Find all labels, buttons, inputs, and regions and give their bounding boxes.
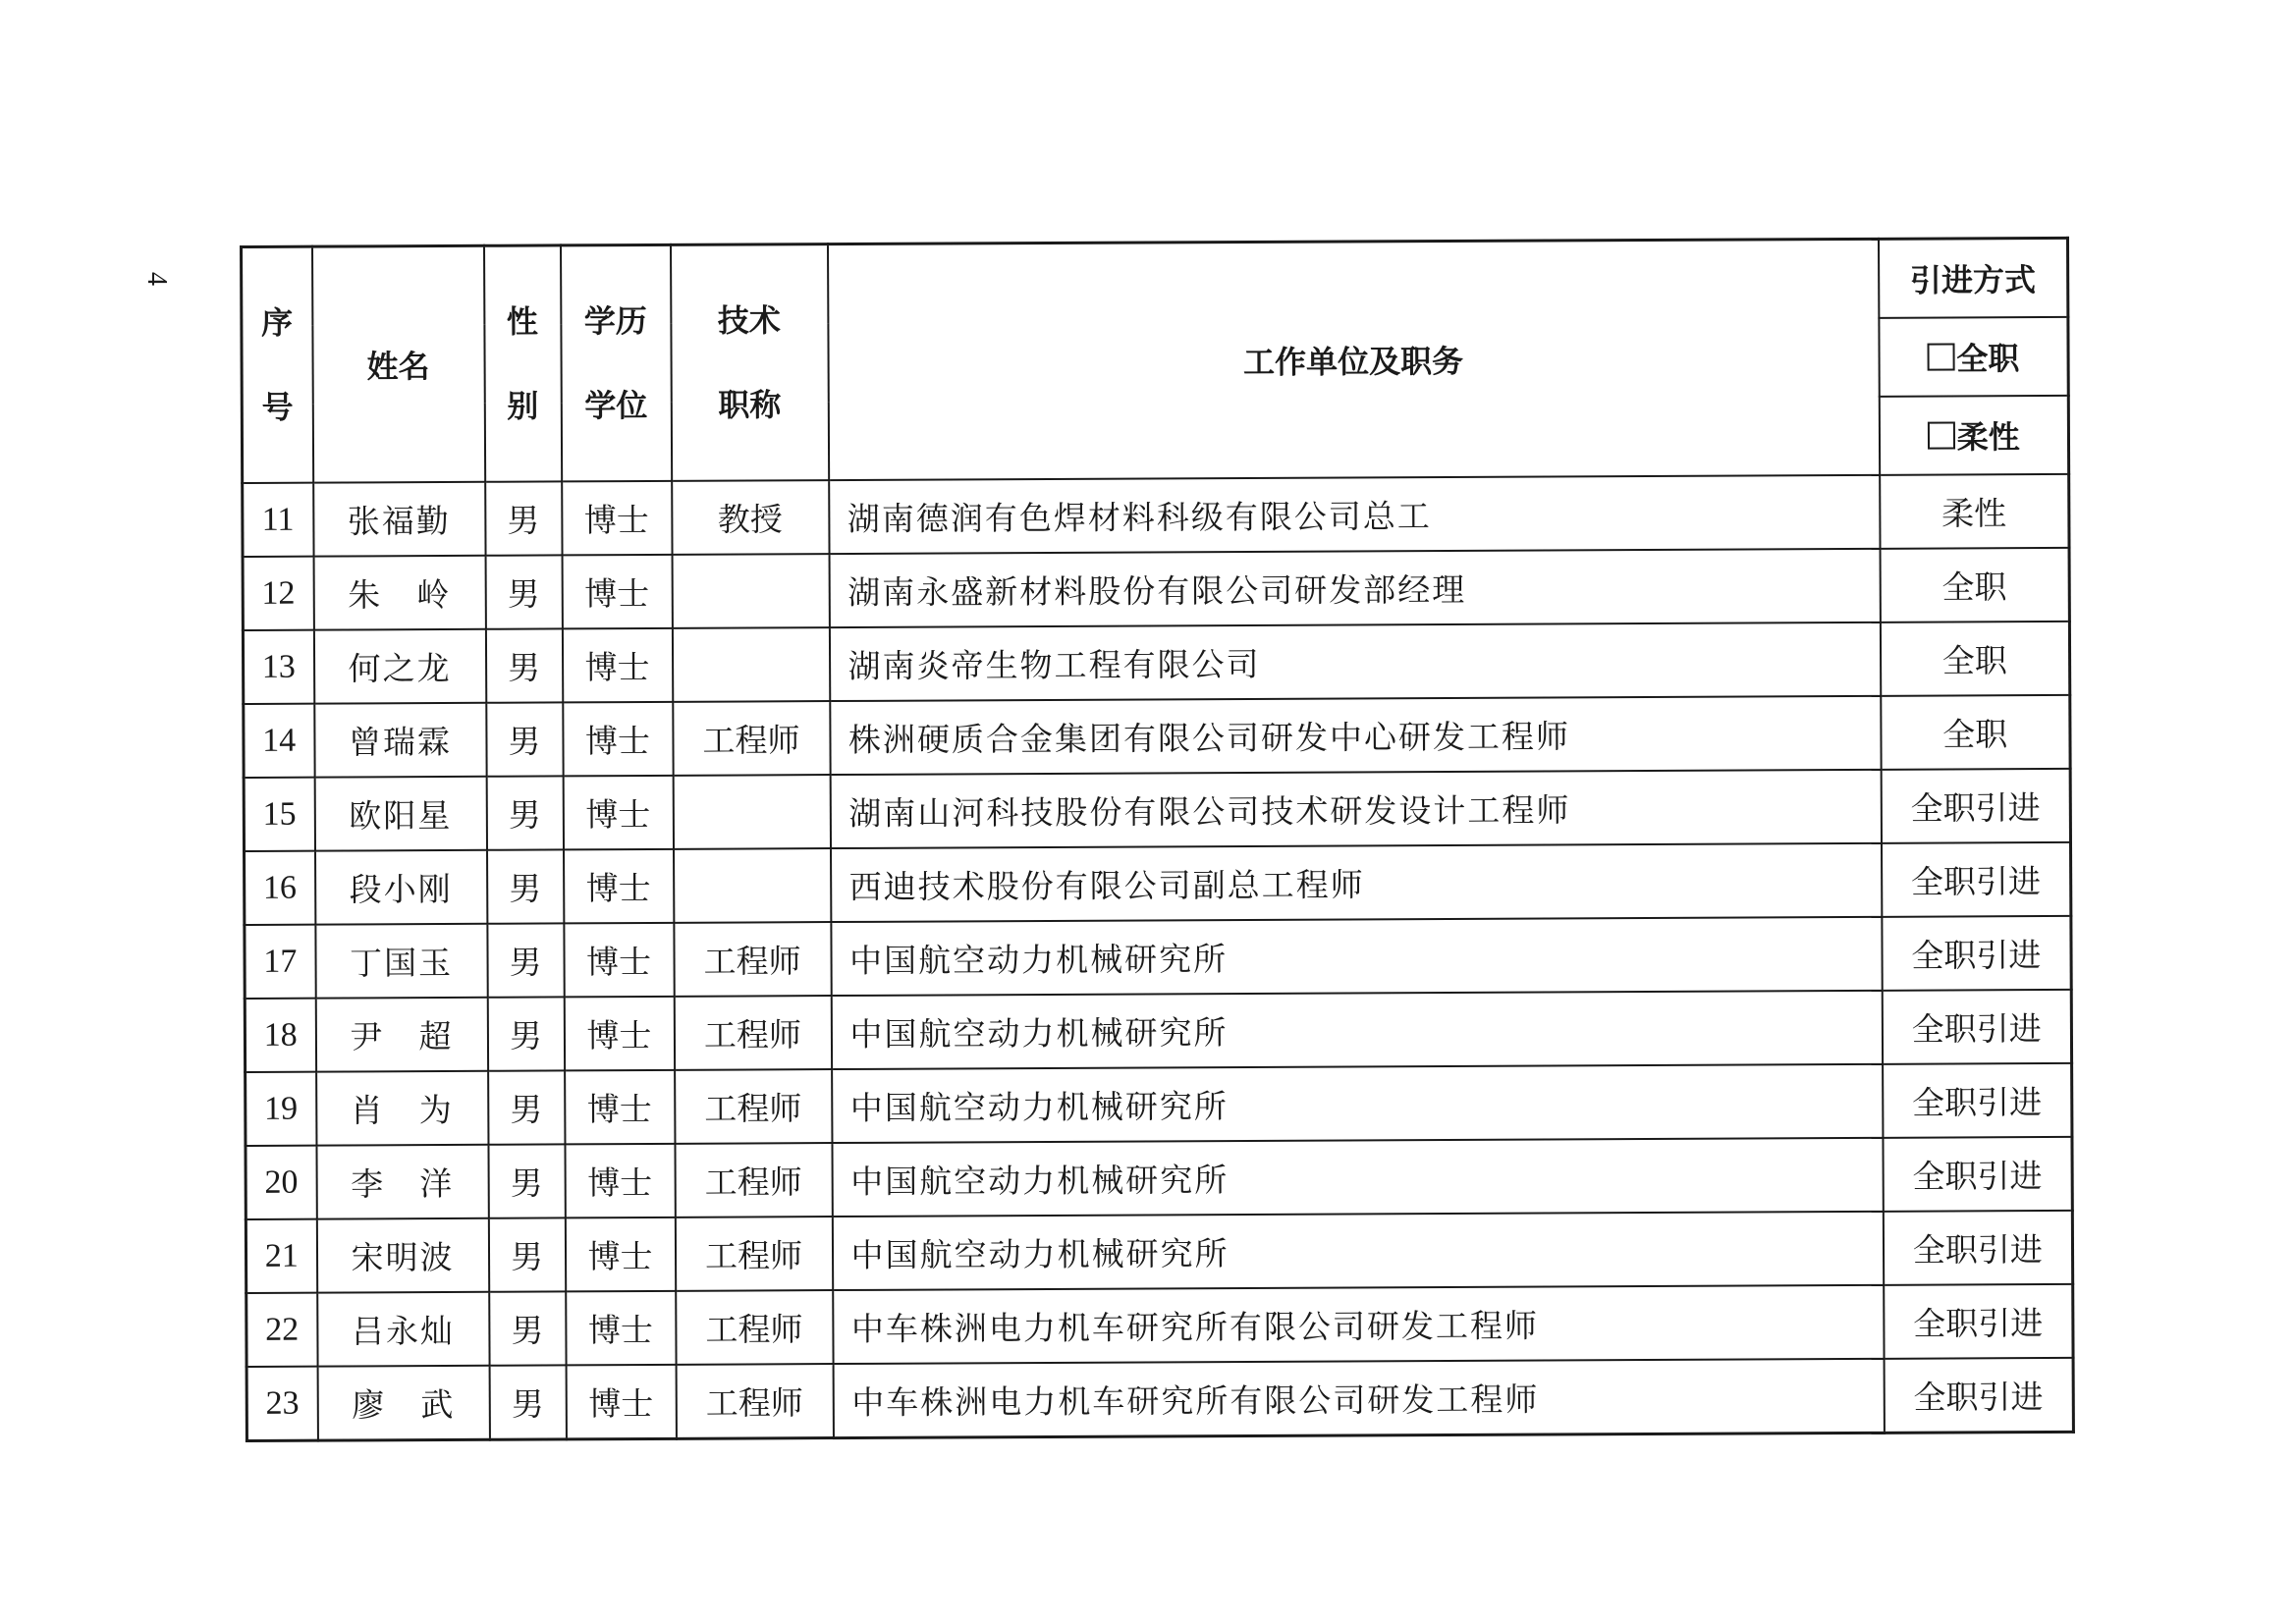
cell-title: 工程师 [675,1143,832,1217]
cell-seq: 15 [244,778,314,851]
cell-name: 朱 岭 [313,556,485,630]
cell-intro: 全职引进 [1883,1211,2072,1285]
cell-title [672,554,829,628]
cell-intro: 全职引进 [1882,916,2071,991]
cell-name: 张福勤 [313,482,485,557]
cell-degree: 博士 [565,1217,675,1292]
cell-name: 吕永灿 [317,1292,489,1367]
table-row [244,769,2070,851]
cell-degree: 博士 [565,1144,675,1218]
header-unit: 工作单位及职务 [828,239,1880,480]
cell-unit: 中车株洲电力机车研究所有限公司研发工程师 [833,1359,1884,1438]
table-row [246,1284,2073,1367]
cell-degree: 博士 [564,849,674,924]
cell-gender: 男 [485,555,562,628]
cell-unit: 湖南山河科技股份有限公司技术研发设计工程师 [830,770,1881,848]
cell-gender: 男 [488,1070,565,1144]
checkbox-flexible-icon [1928,421,1955,449]
cell-title [673,775,830,849]
header-intro-label: 引进方式 [1878,238,2067,317]
cell-title: 工程师 [675,1217,832,1291]
table-row [244,695,2070,778]
table-row [243,474,2069,557]
cell-gender: 男 [486,702,563,776]
cell-seq: 17 [245,925,315,999]
cell-gender: 男 [489,1365,566,1439]
cell-degree: 博士 [564,997,674,1071]
cell-degree: 博士 [566,1291,676,1366]
table-row [245,990,2071,1072]
table-row [245,842,2071,925]
table-row [246,1063,2072,1146]
cell-name: 宋明波 [316,1218,488,1293]
cell-title: 工程师 [676,1364,833,1438]
table-row [246,1358,2073,1441]
cell-seq: 21 [246,1219,316,1293]
header-intro-flexible: 柔性 [1879,396,2068,475]
cell-name: 李 洋 [316,1145,488,1219]
cell-unit: 西迪技术股份有限公司副总工程师 [831,843,1882,922]
cell-degree: 博士 [565,1070,675,1145]
cell-seq: 14 [244,704,314,778]
cell-gender: 男 [487,849,564,923]
cell-gender: 男 [487,997,564,1070]
cell-name: 段小刚 [315,850,487,925]
cell-unit: 株洲硬质合金集团有限公司研发中心研发工程师 [830,696,1881,775]
talent-table [240,237,2075,1442]
cell-title: 工程师 [675,1069,832,1144]
cell-intro: 全职 [1880,548,2069,622]
cell-name: 曾瑞霖 [314,703,486,778]
cell-name: 肖 为 [316,1071,488,1146]
cell-title: 工程师 [674,996,831,1070]
header-degree: 学历 学位 [561,244,672,481]
cell-title [674,848,831,923]
cell-title: 工程师 [673,701,830,776]
cell-gender: 男 [488,1144,565,1217]
table-body [243,474,2074,1441]
cell-unit: 中国航空动力机械研究所 [832,1064,1883,1143]
header-gender: 性 别 [484,245,562,482]
cell-gender: 男 [489,1291,566,1365]
cell-degree: 博士 [563,776,673,850]
cell-title [672,627,829,702]
cell-unit: 湖南德润有色焊材料科级有限公司总工 [829,475,1880,554]
cell-seq: 23 [246,1367,317,1441]
cell-gender: 男 [485,628,562,702]
talent-table-wrapper [240,237,2072,1442]
table-row [245,916,2071,999]
cell-name: 尹 超 [315,998,487,1072]
cell-intro: 全职引进 [1881,842,2070,917]
cell-intro: 全职引进 [1881,769,2070,843]
cell-unit: 湖南永盛新材料股份有限公司研发部经理 [829,549,1880,627]
cell-seq: 20 [246,1146,316,1219]
cell-unit: 湖南炎帝生物工程有限公司 [829,622,1880,701]
cell-intro: 柔性 [1880,474,2069,549]
cell-degree: 博士 [563,702,673,777]
cell-unit: 中国航空动力机械研究所 [832,1138,1883,1217]
cell-name: 丁国玉 [315,924,487,999]
cell-title: 工程师 [674,922,831,997]
header-name: 姓名 [312,245,485,482]
table-row [243,622,2069,704]
cell-seq: 16 [245,851,315,925]
header-title: 技术 职称 [671,244,829,481]
cell-title: 工程师 [676,1290,833,1365]
cell-unit: 中国航空动力机械研究所 [831,917,1882,996]
cell-unit: 中车株洲电力机车研究所有限公司研发工程师 [833,1285,1884,1364]
cell-name: 何之龙 [313,629,485,704]
cell-degree: 博士 [562,628,672,703]
cell-intro: 全职引进 [1884,1358,2073,1433]
cell-gender: 男 [488,1217,565,1291]
cell-seq: 22 [246,1293,317,1367]
cell-seq: 18 [245,999,315,1072]
cell-intro: 全职引进 [1883,1063,2072,1138]
checkbox-fulltime-icon [1927,343,1954,370]
cell-seq: 13 [243,630,313,704]
header-seq: 序 号 [242,246,313,483]
cell-seq: 19 [246,1072,316,1146]
cell-intro: 全职引进 [1884,1284,2073,1359]
cell-degree: 博士 [562,555,672,629]
cell-unit: 中国航空动力机械研究所 [831,991,1882,1069]
cell-seq: 11 [243,483,313,557]
table-header [242,238,2069,483]
cell-gender: 男 [485,481,562,555]
page-number: 4 [141,272,172,286]
cell-degree: 博士 [564,923,674,998]
table-row [246,1137,2072,1219]
cell-degree: 博士 [566,1365,676,1439]
cell-title: 教授 [672,480,829,555]
cell-name: 廖 武 [317,1366,489,1440]
cell-unit: 中国航空动力机械研究所 [832,1212,1883,1290]
cell-gender: 男 [487,923,564,997]
cell-intro: 全职 [1880,622,2069,696]
cell-name: 欧阳星 [314,777,486,851]
cell-intro: 全职 [1881,695,2070,770]
cell-intro: 全职引进 [1883,1137,2072,1212]
cell-gender: 男 [486,776,563,849]
cell-intro: 全职引进 [1882,990,2071,1064]
cell-degree: 博士 [562,481,672,556]
cell-seq: 12 [243,557,313,630]
header-intro-fulltime: 全职 [1879,317,2068,397]
table-row [243,548,2069,630]
table-row [246,1211,2072,1293]
